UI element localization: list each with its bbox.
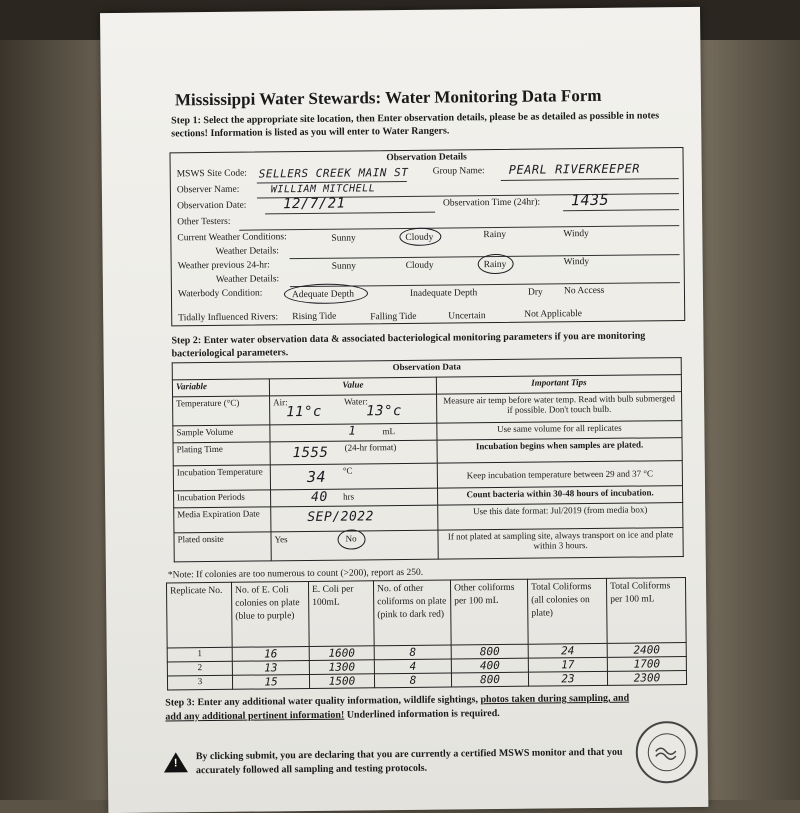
plating-time-value[interactable]: 1555 <box>292 444 329 462</box>
header-other-colonies: No. of other coliforms on plate (pink to dark red) <box>373 580 451 646</box>
plated-onsite-tip-text: If not plated at sampling site, always transport on ice and plate within 3 hours. <box>447 529 674 551</box>
temperature-label: Temperature (°C) <box>173 396 270 426</box>
header-replicate: Replicate No. <box>166 582 232 648</box>
temperature-value-cell[interactable] <box>270 394 437 425</box>
plated-onsite-row <box>174 528 683 562</box>
observation-details-box <box>169 147 685 326</box>
plated-onsite-tip <box>438 528 683 560</box>
other-per-100-value[interactable]: 800 <box>451 644 528 659</box>
step3-text-a: Step 3: Enter any additional water quality information, wildlife sightings, <box>165 694 481 709</box>
tidal-rising[interactable]: Rising Tide <box>292 311 337 323</box>
other-colonies-value[interactable]: 4 <box>374 659 451 674</box>
current-weather-cloudy[interactable]: Cloudy <box>405 232 434 243</box>
waterbody-adequate[interactable]: Adequate Depth <box>291 289 355 301</box>
tidal-label: Tidally Influenced Rivers: <box>178 312 279 324</box>
plating-time-tip: Incubation begins when samples are plated. <box>437 438 682 464</box>
header-ecoli-per-100: E. Coli per 100mL <box>308 581 374 647</box>
incubation-period-value[interactable]: 40 <box>311 489 328 505</box>
prev-weather-label: Weather previous 24-hr: <box>177 260 270 272</box>
total-per-100-value[interactable]: 1700 <box>607 657 686 672</box>
waterbody-no-access[interactable]: No Access <box>563 285 605 297</box>
step3-text-b: Underlined information is required. <box>344 707 500 721</box>
current-weather-details-label: Weather Details: <box>215 246 279 257</box>
current-weather-rainy[interactable]: Rainy <box>483 229 507 241</box>
replicate-number: 2 <box>167 661 232 676</box>
media-expiration-cell[interactable] <box>271 505 438 532</box>
step2-instructions: Step 2: Enter water observation data & associated bacteriological monitoring parameters if you are monitoring bacteriological parameters. <box>171 330 646 360</box>
media-expiration-label: Media Expiration Date <box>174 507 271 533</box>
header-total-per-100: Total Coliforms per 100 mL <box>606 578 686 644</box>
col-value: Value <box>269 377 436 396</box>
other-colonies-value[interactable]: 8 <box>374 645 451 660</box>
header-total-colonies: Total Coliforms (all colonies on plate) <box>527 578 607 644</box>
waterbody-adequate-circle <box>284 283 368 304</box>
plated-onsite-label: Plated onsite <box>174 532 271 562</box>
group-name-label: Group Name: <box>432 166 485 177</box>
incubation-temp-cell[interactable] <box>270 463 437 490</box>
replicates-table <box>166 577 687 690</box>
ecoli-colonies-value[interactable]: 13 <box>232 660 309 675</box>
site-code-value[interactable]: SELLERS CREEK MAIN ST <box>258 165 409 181</box>
water-label: Water: <box>344 396 368 407</box>
tidal-uncertain[interactable]: Uncertain <box>448 311 486 322</box>
prev-weather-sunny[interactable]: Sunny <box>331 261 357 272</box>
step3-instructions <box>165 692 635 725</box>
msws-seal-logo <box>635 721 698 784</box>
current-weather-sunny[interactable]: Sunny <box>331 233 356 244</box>
form-title: Mississippi Water Stewards: Water Monitoring Data Form <box>174 85 602 110</box>
group-name-line <box>501 178 679 181</box>
water-value[interactable]: 13°c <box>366 403 403 420</box>
current-weather-windy[interactable]: Windy <box>563 229 589 240</box>
ecoli-per-100-value[interactable]: 1500 <box>309 674 374 689</box>
incubation-temp-unit: °C <box>342 465 353 476</box>
plating-time-unit: (24-hr format) <box>344 442 397 453</box>
waterbody-dry[interactable]: Dry <box>527 287 543 298</box>
media-expiration-value[interactable]: SEP/2022 <box>307 509 375 525</box>
observation-details-heading: Observation Details <box>386 152 467 164</box>
ecoli-per-100-value[interactable]: 1600 <box>309 646 374 661</box>
prev-weather-cloudy[interactable]: Cloudy <box>405 260 434 271</box>
declaration-text: By clicking submit, you are declaring that you are currently a certified MSWS monitor and that you accurately followed all sampling and testing protocols. <box>195 746 623 777</box>
replicates-header-row <box>166 578 686 648</box>
observer-name-label: Observer Name: <box>176 184 240 196</box>
prev-weather-rainy-circle <box>478 254 514 274</box>
other-testers-label: Other Testers: <box>177 216 231 228</box>
incubation-period-tip: Count bacteria within 30-48 hours of incubation. <box>438 486 683 506</box>
site-code-label: MSWS Site Code: <box>176 168 247 180</box>
plated-onsite-yes[interactable]: Yes <box>274 534 288 545</box>
prev-weather-rainy[interactable]: Rainy <box>483 259 507 271</box>
plating-time-label: Plating Time <box>173 442 270 466</box>
warning-exclamation-icon: ! <box>173 757 178 770</box>
waterbody-condition-label: Waterbody Condition: <box>177 288 263 300</box>
incubation-temp-label: Incubation Temperature <box>173 465 270 491</box>
media-expiration-tip: Use this date format: Jul/2019 (from media box) <box>438 503 683 531</box>
observation-data-table <box>172 357 684 562</box>
paper-form <box>100 7 708 813</box>
sample-volume-cell[interactable] <box>270 423 437 442</box>
incubation-period-label: Incubation Periods <box>174 490 271 508</box>
step3-required-text: photos taken during sampling, and add any additional pertinent information! <box>165 692 630 723</box>
sample-volume-value[interactable]: 1 <box>348 423 357 438</box>
sample-volume-label: Sample Volume <box>173 425 270 443</box>
ecoli-colonies-value[interactable]: 16 <box>232 646 309 661</box>
incubation-temp-tip: Keep incubation temperature between 29 and 37 °C <box>437 461 682 489</box>
other-colonies-value[interactable]: 8 <box>374 673 451 688</box>
prev-weather-details-label: Weather Details: <box>215 274 280 285</box>
other-per-100-value[interactable]: 400 <box>451 658 528 673</box>
table-surface-left <box>0 0 110 800</box>
total-per-100-value[interactable]: 2300 <box>607 671 686 686</box>
total-colonies-value[interactable]: 17 <box>528 657 607 672</box>
sample-volume-tip: Use same volume for all replicates <box>437 421 682 441</box>
col-tips: Important Tips <box>436 375 681 395</box>
step1-instructions: Step 1: Select the appropriate site location, then Enter observation details, please be as detailed as possible in notes sections! Information is listed as you will enter to Water Rangers. <box>171 110 660 140</box>
replicate-number: 3 <box>167 675 232 690</box>
air-value[interactable]: 11°c <box>286 403 323 421</box>
waterbody-inadequate[interactable]: Inadequate Depth <box>409 288 478 299</box>
total-colonies-value[interactable]: 23 <box>528 671 607 686</box>
air-label: Air: <box>273 397 288 408</box>
tidal-not-applicable[interactable]: Not Applicable <box>524 309 583 320</box>
observation-date-value[interactable]: 12/7/21 <box>282 195 346 213</box>
other-per-100-value[interactable]: 800 <box>451 672 528 687</box>
current-weather-cloudy-circle <box>399 228 441 246</box>
group-name-value[interactable]: PEARL RIVERKEEPER <box>508 161 641 177</box>
plated-onsite-cell[interactable] <box>271 530 438 561</box>
observation-time-value[interactable]: 1435 <box>570 190 610 210</box>
prev-weather-windy[interactable]: Windy <box>563 257 590 268</box>
observer-name-value[interactable]: WILLIAM MITCHELL <box>270 183 376 196</box>
plated-onsite-no[interactable]: No <box>345 533 357 544</box>
colonies-note: *Note: If colonies are too numerous to count (>200), report as 250. <box>167 567 424 581</box>
incubation-period-cell[interactable] <box>271 488 438 507</box>
plated-onsite-no-circle <box>337 529 365 549</box>
observation-time-label: Observation Time (24hr): <box>442 197 541 209</box>
col-variable: Variable <box>172 379 269 397</box>
incubation-period-unit: hrs <box>343 491 355 502</box>
total-per-100-value[interactable]: 2400 <box>607 643 686 658</box>
plating-time-cell[interactable] <box>270 440 437 465</box>
header-other-per-100: Other coliforms per 100 mL <box>450 579 528 645</box>
header-ecoli-colonies: No. of E. Coli colonies on plate (blue to purple) <box>231 581 309 647</box>
other-testers-line <box>239 225 679 231</box>
sample-volume-unit: mL <box>382 426 395 437</box>
observation-date-label: Observation Date: <box>176 200 247 212</box>
observation-data-heading: Observation Data <box>172 358 681 380</box>
incubation-temp-value[interactable]: 34 <box>306 467 327 487</box>
ecoli-per-100-value[interactable]: 1300 <box>309 660 374 675</box>
temperature-tip: Measure air temp before water temp. Read with bulb submerged if possible. Don't touch bulb. <box>437 392 682 424</box>
observation-time-line <box>563 209 679 211</box>
total-colonies-value[interactable]: 24 <box>528 643 607 658</box>
tidal-falling[interactable]: Falling Tide <box>370 311 417 323</box>
ecoli-colonies-value[interactable]: 15 <box>232 674 309 689</box>
seal-wave-icon <box>635 721 694 780</box>
replicate-number: 1 <box>167 647 232 662</box>
current-weather-label: Current Weather Conditions: <box>177 232 287 244</box>
